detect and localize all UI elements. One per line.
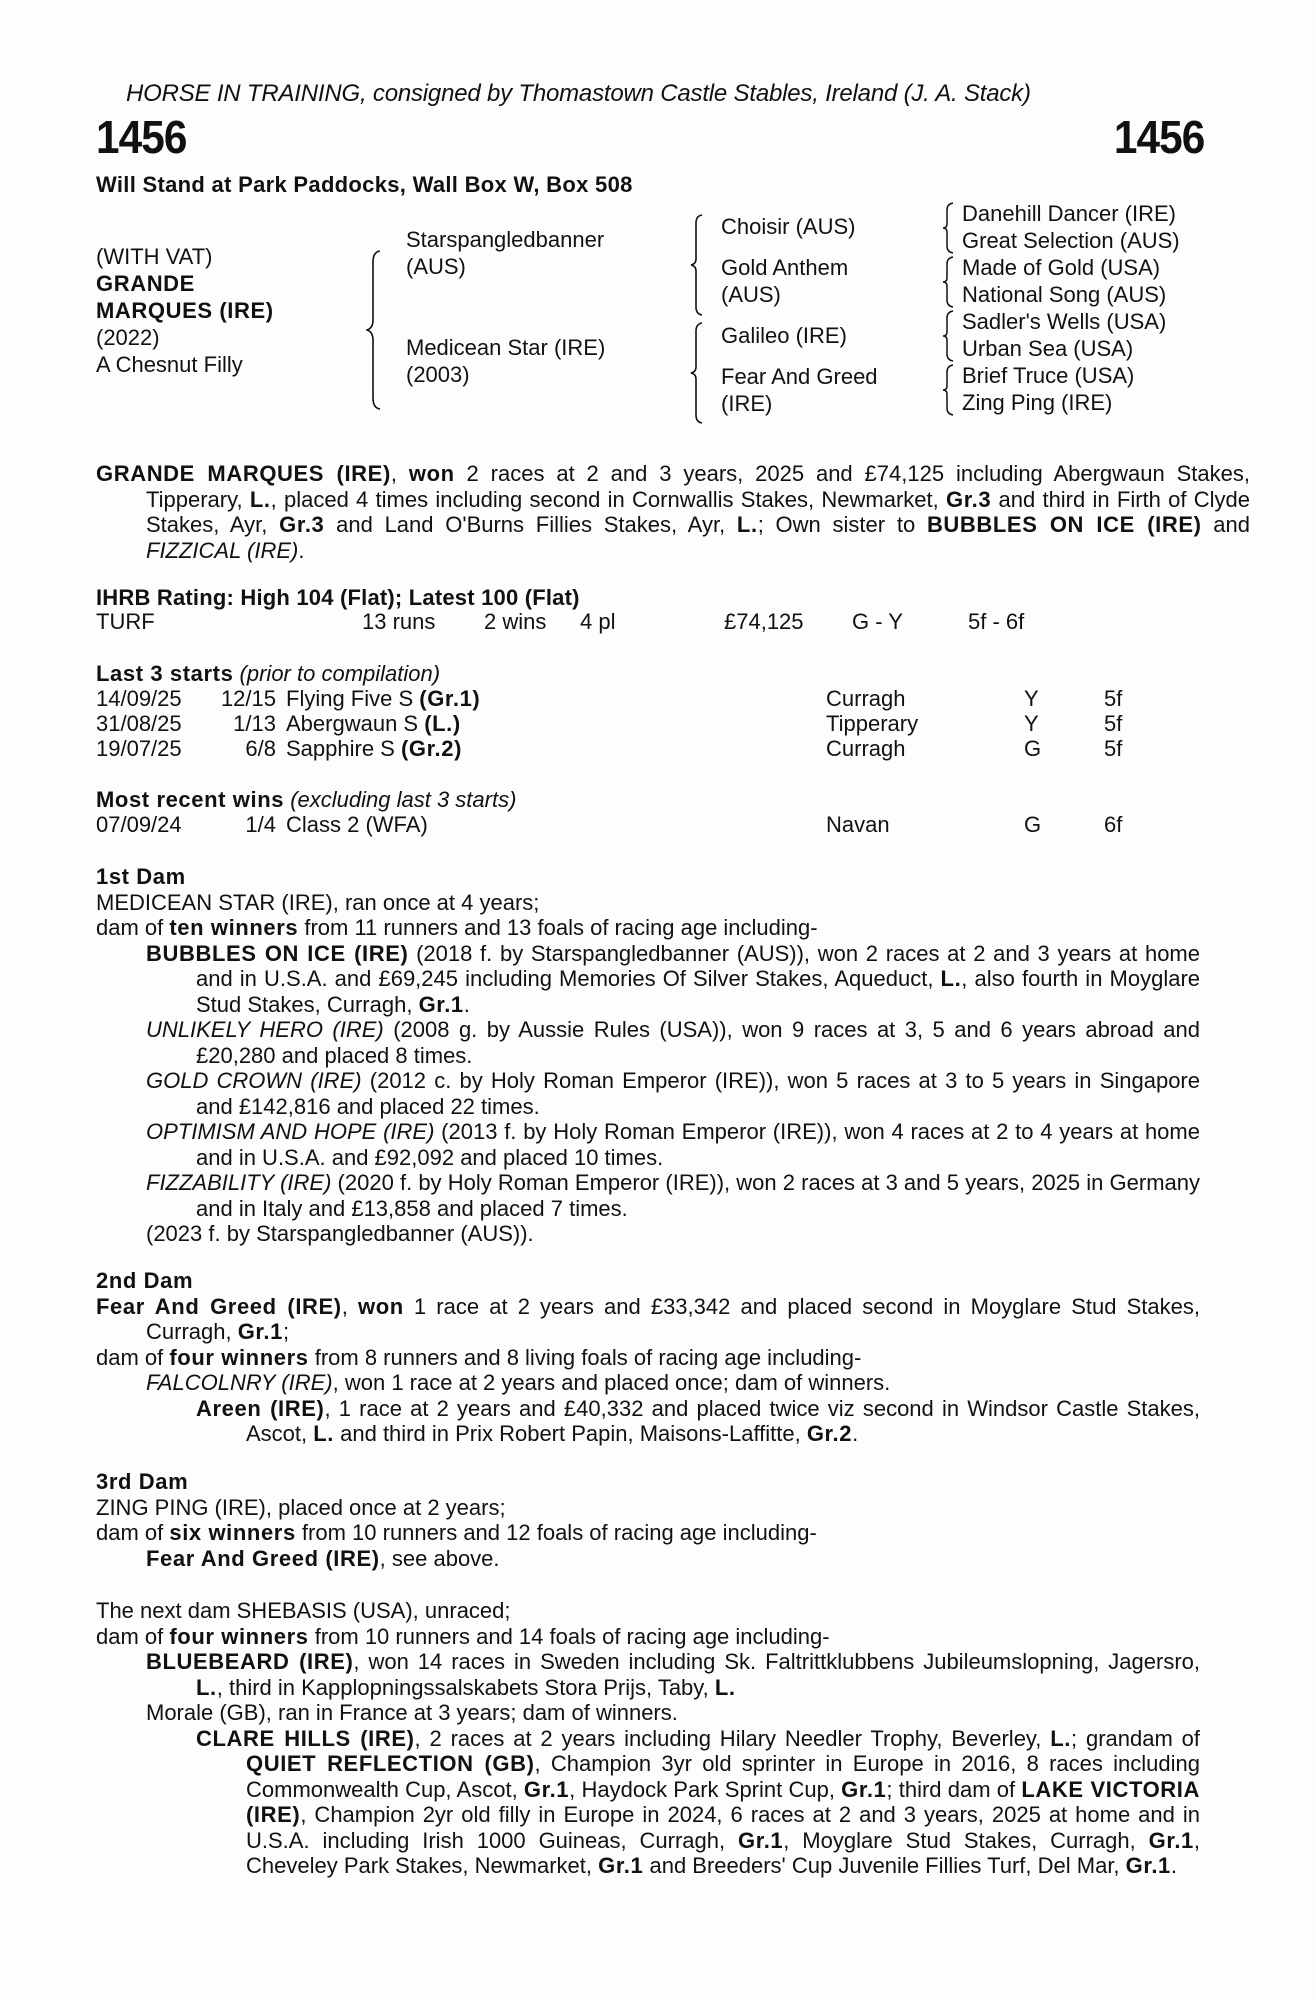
text: ;	[282, 1319, 290, 1344]
summary-text: 2 races at 2 and 3 years, 2025 and £74,125 including Abergwaun Stakes, Tipperary,	[146, 461, 1250, 512]
gen3-ancestor: Great Selection (AUS)	[962, 228, 1180, 253]
gen3-ancestor: Sadler's Wells (USA)	[962, 309, 1167, 334]
pedigree-brace-icon	[690, 214, 704, 316]
group-badge: Gr.1	[237, 1319, 283, 1344]
produce-entry	[96, 1017, 1200, 1068]
sire-country: (AUS)	[406, 254, 466, 279]
produce-name: GOLD CROWN (IRE)	[146, 1068, 362, 1093]
winners-count: six winners	[169, 1520, 296, 1545]
text: (2023 f. by Starspangledbanner (AUS)).	[146, 1221, 534, 1246]
start-distance: 5f	[1104, 736, 1123, 761]
start-course: Tipperary	[826, 711, 919, 736]
text: .	[1170, 1853, 1177, 1878]
pedigree-brace-icon	[366, 250, 382, 410]
dam-dam-country: (IRE)	[721, 391, 773, 416]
win-going: G	[1024, 812, 1042, 837]
text: , Champion 2yr old filly in Europe in 2024, 6 races at 2 and 3 years, 2025 at home and in U.S.A. including Irish 1000 Guineas, Curragh,	[246, 1802, 1200, 1853]
summary-text: and third in Firth of Clyde Stakes, Ayr,	[146, 486, 1250, 537]
section-title: 2nd Dam	[96, 1268, 194, 1293]
text: dam of	[96, 1623, 170, 1649]
produce-entry	[96, 1119, 1200, 1170]
winners-count: ten winners	[169, 915, 299, 940]
dam-produce-summary	[96, 1520, 1200, 1546]
start-date: 31/08/25	[96, 711, 182, 736]
race-grade: (L.)	[424, 711, 461, 736]
pedigree-brace-icon	[942, 256, 954, 308]
rating-runs: 13 runs	[362, 609, 436, 634]
sibling-name: BUBBLES ON ICE (IRE)	[926, 512, 1202, 537]
start-going: G	[1024, 736, 1042, 761]
start-position: 1/13	[233, 711, 276, 736]
text: , 2 races at 2 years including Hilary Needler Trophy, Beverley,	[414, 1725, 1051, 1751]
text: , won 14 races in Sweden including Sk. Faltrittklubbens Jubileumslopning, Jagersro,	[353, 1649, 1200, 1674]
produce-entry	[96, 1170, 1200, 1221]
dam-name: Medicean Star (IRE)	[406, 335, 606, 360]
text: , 1 race at 2 years and £40,332 and placed twice viz second in Windsor Castle Stakes, Ascot,	[246, 1395, 1200, 1446]
sire	[406, 226, 604, 280]
horse-name-line2: MARQUES (IRE)	[96, 298, 274, 323]
produce-entry: Morale (GB), ran in France at 3 years; dam of winners.	[146, 1700, 678, 1725]
start-date: 14/09/25	[96, 686, 182, 711]
group-badge: Gr.1	[738, 1827, 784, 1853]
rating-wins: 2 wins	[484, 609, 547, 634]
text: (2020 f. by Holy Roman Emperor (IRE)), won 2 races at 3 and 5 years, 2025 in Germany and in Italy and £13,858 and placed 7 times.	[196, 1170, 1200, 1221]
text: ; grandam of	[1071, 1725, 1201, 1751]
gen3-ancestor: Brief Truce (USA)	[962, 363, 1135, 388]
group-badge: Gr.1	[418, 991, 464, 1017]
rating-surface: TURF	[96, 609, 155, 634]
text: dam of	[96, 915, 170, 940]
start-course: Curragh	[826, 686, 906, 711]
start-going: Y	[1024, 686, 1039, 711]
gen3-ancestor: Danehill Dancer (IRE)	[962, 201, 1176, 226]
text: , Champion 3yr old sprinter in Europe in 2016, 8 races including Commonwealth Cup, Ascot,	[246, 1751, 1200, 1802]
produce-name: OPTIMISM AND HOPE (IRE)	[146, 1119, 435, 1144]
text: .	[852, 1421, 859, 1446]
pedigree-brace-icon	[690, 322, 704, 424]
pedigree-brace-icon	[942, 310, 954, 362]
first-dam-section	[96, 864, 1200, 1247]
start-distance: 5f	[1104, 686, 1123, 711]
pedigree-gen3	[962, 200, 1180, 416]
race-grade: (Gr.1)	[419, 686, 481, 711]
win-distance: 6f	[1104, 812, 1123, 837]
sire-dam-name: Gold Anthem	[721, 255, 849, 280]
sire-dam	[721, 254, 848, 308]
won-label: won	[408, 461, 455, 486]
last3-heading	[96, 661, 440, 687]
sire-sire: Choisir (AUS)	[721, 214, 856, 239]
text: and Breeders' Cup Juvenile Fillies Turf, Del Mar,	[643, 1853, 1126, 1878]
listed-badge: L.	[714, 1674, 736, 1700]
rating-earnings: £74,125	[724, 609, 804, 634]
text: dam of	[96, 1344, 170, 1370]
start-course: Curragh	[826, 736, 906, 761]
text: (2018 f. by Starspangledbanner (AUS)), won 2 races at 2 and 3 years at home and in U.S.A. and £69,245 including Memories Of Silver Stakes, Aqueduct,	[196, 940, 1200, 991]
win-course: Navan	[826, 812, 890, 837]
winners-count: four winners	[169, 1344, 309, 1370]
gen3-ancestor: Made of Gold (USA)	[962, 255, 1161, 280]
rating-distance: 5f - 6f	[968, 609, 1025, 634]
text: and third in Prix Robert Papin, Maisons-Laffitte,	[334, 1421, 807, 1446]
start-position: 12/15	[220, 686, 276, 711]
dam-dam	[721, 363, 878, 417]
text: , also fourth in Moyglare Stud Stakes, Curragh,	[196, 966, 1200, 1017]
race-name: Flying Five S	[286, 686, 420, 711]
start-race	[286, 711, 461, 737]
listed-badge: L.	[313, 1421, 335, 1446]
vat-label: (WITH VAT)	[96, 244, 213, 269]
group-badge: Gr.3	[279, 512, 325, 537]
text: from 10 runners and 12 foals of racing age including-	[295, 1520, 817, 1545]
produce-name: BLUEBEARD (IRE)	[146, 1649, 354, 1674]
recent-wins-subtitle: (excluding last 3 starts)	[290, 787, 517, 812]
recent-wins-title: Most recent wins	[96, 787, 285, 812]
start-race	[286, 736, 462, 762]
sire-dam-country: (AUS)	[721, 282, 781, 307]
next-dam-section	[96, 1598, 1200, 1879]
sibling-name: FIZZICAL (IRE)	[146, 537, 299, 563]
dam-sire: Galileo (IRE)	[721, 323, 847, 348]
text: , third in Kapplopningssalskabets Stora Prijs, Taby,	[216, 1674, 715, 1700]
text: from 8 runners and 8 living foals of racing age including-	[308, 1344, 862, 1370]
text: , won 1 race at 2 years and placed once; dam of winners.	[332, 1370, 891, 1395]
produce-entry	[96, 1068, 1200, 1119]
lot-number-right: 1456	[1113, 111, 1204, 163]
listed-badge: L.	[249, 486, 271, 512]
summary-text: ; Own sister to	[757, 512, 927, 537]
horse-name: GRANDE MARQUES (IRE)	[96, 461, 391, 486]
dam-produce-summary	[96, 1345, 1200, 1371]
section-title: 3rd Dam	[96, 1469, 189, 1494]
gen3-ancestor: Urban Sea (USA)	[962, 336, 1134, 361]
produce-entry	[96, 1649, 1200, 1700]
won-label: won	[357, 1293, 404, 1319]
last3-subtitle: (prior to compilation)	[239, 661, 441, 686]
produce-entry	[96, 941, 1200, 1018]
produce-name: FALCOLNRY (IRE)	[146, 1370, 333, 1395]
dam	[406, 334, 605, 388]
group-badge: Gr.1	[1148, 1827, 1194, 1853]
recent-wins-heading	[96, 787, 516, 813]
gen3-ancestor: Zing Ping (IRE)	[962, 390, 1113, 415]
group-badge: Gr.1	[523, 1776, 570, 1802]
consignment-line: HORSE IN TRAINING, consigned by Thomastown Castle Stables, Ireland (J. A. Stack)	[126, 80, 1031, 107]
horse-identity	[96, 243, 326, 378]
dam-description: MEDICEAN STAR (IRE), ran once at 4 years;	[96, 889, 540, 915]
race-summary: GRANDE MARQUES (IRE), won 2 races at 2 and 3 years, 2025 and £74,125 including Abergwaun Stakes, Tipperary, L., placed 4 times including second in Cornwallis Stakes, Newmarket, Gr.3 and third in Firth of Clyde Stakes, Ayr, Gr.3 and Land O'Burns Fillies Stakes, Ayr, L.; Own sister to BUBBLES ON ICE (IRE) and FIZZICAL (IRE).	[96, 461, 1250, 563]
pedigree-brace-icon	[942, 364, 954, 416]
start-date: 19/07/25	[96, 736, 182, 761]
text: , Moyglare Stud Stakes, Curragh,	[783, 1827, 1149, 1853]
group-badge: Gr.1	[598, 1853, 644, 1878]
rating-title: IHRB Rating: High 104 (Flat); Latest 100 (Flat)	[96, 585, 580, 610]
text: dam of	[96, 1520, 170, 1545]
produce-entry	[96, 1396, 1200, 1447]
dam-produce-summary	[96, 1624, 1200, 1650]
start-race	[286, 686, 480, 712]
race-name: Sapphire S	[286, 736, 401, 761]
text: , see above.	[379, 1545, 500, 1571]
produce-name: FIZZABILITY (IRE)	[146, 1170, 332, 1195]
produce-name: Areen (IRE)	[196, 1395, 325, 1421]
produce-name: UNLIKELY HERO (IRE)	[146, 1017, 384, 1042]
descendant-name: LAKE VICTORIA (IRE)	[246, 1776, 1200, 1827]
race-grade: (Gr.2)	[400, 736, 463, 761]
win-position: 1/4	[245, 812, 276, 837]
start-going: Y	[1024, 711, 1039, 736]
text: from 10 runners and 14 foals of racing age including-	[308, 1623, 830, 1649]
dam-dam-name: Fear And Greed	[721, 364, 878, 389]
descendant-name: QUIET REFLECTION (GB)	[246, 1751, 535, 1776]
summary-text: , placed 4 times including second in Cornwallis Stakes, Newmarket,	[270, 486, 947, 512]
listed-badge: L.	[196, 1674, 217, 1700]
text: .	[463, 991, 470, 1017]
group-badge: Gr.2	[806, 1421, 853, 1446]
horse-year: (2022)	[96, 325, 160, 350]
dam-description: Fear And Greed (IRE), won 1 race at 2 years and £33,342 and placed second in Moyglare Stud Stakes, Curragh, Gr.1;	[96, 1293, 1200, 1344]
text: (2008 g. by Aussie Rules (USA)), won 9 races at 3, 5 and 6 years abroad and £20,280 and placed 8 times.	[196, 1017, 1201, 1068]
produce-name: Fear And Greed (IRE)	[146, 1545, 380, 1571]
race-name: Abergwaun S	[286, 711, 425, 736]
group-badge: Gr.1	[841, 1776, 887, 1802]
last3-title: Last 3 starts	[96, 661, 234, 686]
start-position: 6/8	[245, 736, 276, 761]
horse-name-line1: GRANDE	[96, 271, 195, 296]
dam-name: Fear And Greed (IRE)	[96, 1293, 342, 1319]
dam-description: ZING PING (IRE), placed once at 2 years;	[96, 1494, 506, 1520]
listed-badge: L.	[940, 966, 962, 991]
rating-placed: 4 pl	[580, 609, 616, 634]
location-line: Will Stand at Park Paddocks, Wall Box W, Box 508	[96, 172, 633, 197]
group-badge: Gr.1	[1125, 1853, 1171, 1878]
win-race: Class 2 (WFA)	[286, 812, 428, 837]
summary-text: .	[298, 537, 305, 563]
rating-going: G - Y	[852, 609, 903, 634]
start-distance: 5f	[1104, 711, 1123, 736]
group-badge: Gr.3	[946, 486, 992, 512]
third-dam-section	[96, 1469, 1200, 1571]
second-dam-section	[96, 1268, 1200, 1447]
pedigree-brace-icon	[942, 202, 954, 254]
section-title: 1st Dam	[96, 864, 186, 889]
gen3-ancestor: National Song (AUS)	[962, 282, 1167, 307]
text: 1 race at 2 years and £33,342 and placed second in Moyglare Stud Stakes, Curragh,	[146, 1293, 1200, 1344]
text: , Cheveley Park Stakes, Newmarket,	[246, 1827, 1200, 1878]
produce-entry	[96, 1221, 1200, 1247]
produce-entry	[96, 1370, 1200, 1396]
produce-entry	[96, 1546, 1200, 1572]
text: (2013 f. by Holy Roman Emperor (IRE)), won 4 races at 2 to 4 years at home and in U.S.A. and £92,092 and placed 10 times.	[196, 1119, 1200, 1170]
produce-name: CLARE HILLS (IRE)	[196, 1725, 415, 1751]
dam-year: (2003)	[406, 362, 470, 387]
dam-produce-summary	[96, 915, 1200, 941]
lot-number-left: 1456	[96, 111, 187, 163]
listed-badge: L.	[1050, 1725, 1072, 1751]
text: ; third dam of	[886, 1776, 1022, 1802]
winners-count: four winners	[169, 1623, 309, 1649]
text: , Haydock Park Sprint Cup,	[569, 1776, 842, 1802]
dam-description: The next dam SHEBASIS (USA), unraced;	[96, 1598, 511, 1623]
produce-entry	[96, 1726, 1200, 1879]
horse-description: A Chesnut Filly	[96, 352, 243, 377]
listed-badge: L.	[736, 512, 758, 537]
produce-name: BUBBLES ON ICE (IRE)	[146, 940, 409, 966]
win-date: 07/09/24	[96, 812, 182, 837]
summary-text: and	[1201, 512, 1250, 537]
sire-name: Starspangledbanner	[406, 227, 605, 252]
text: (2012 c. by Holy Roman Emperor (IRE)), won 5 races at 3 to 5 years in Singapore and £142,816 and placed 22 times.	[196, 1068, 1200, 1119]
summary-text: and Land O'Burns Fillies Stakes, Ayr,	[324, 512, 737, 537]
text: from 11 runners and 13 foals of racing age including-	[298, 915, 818, 940]
